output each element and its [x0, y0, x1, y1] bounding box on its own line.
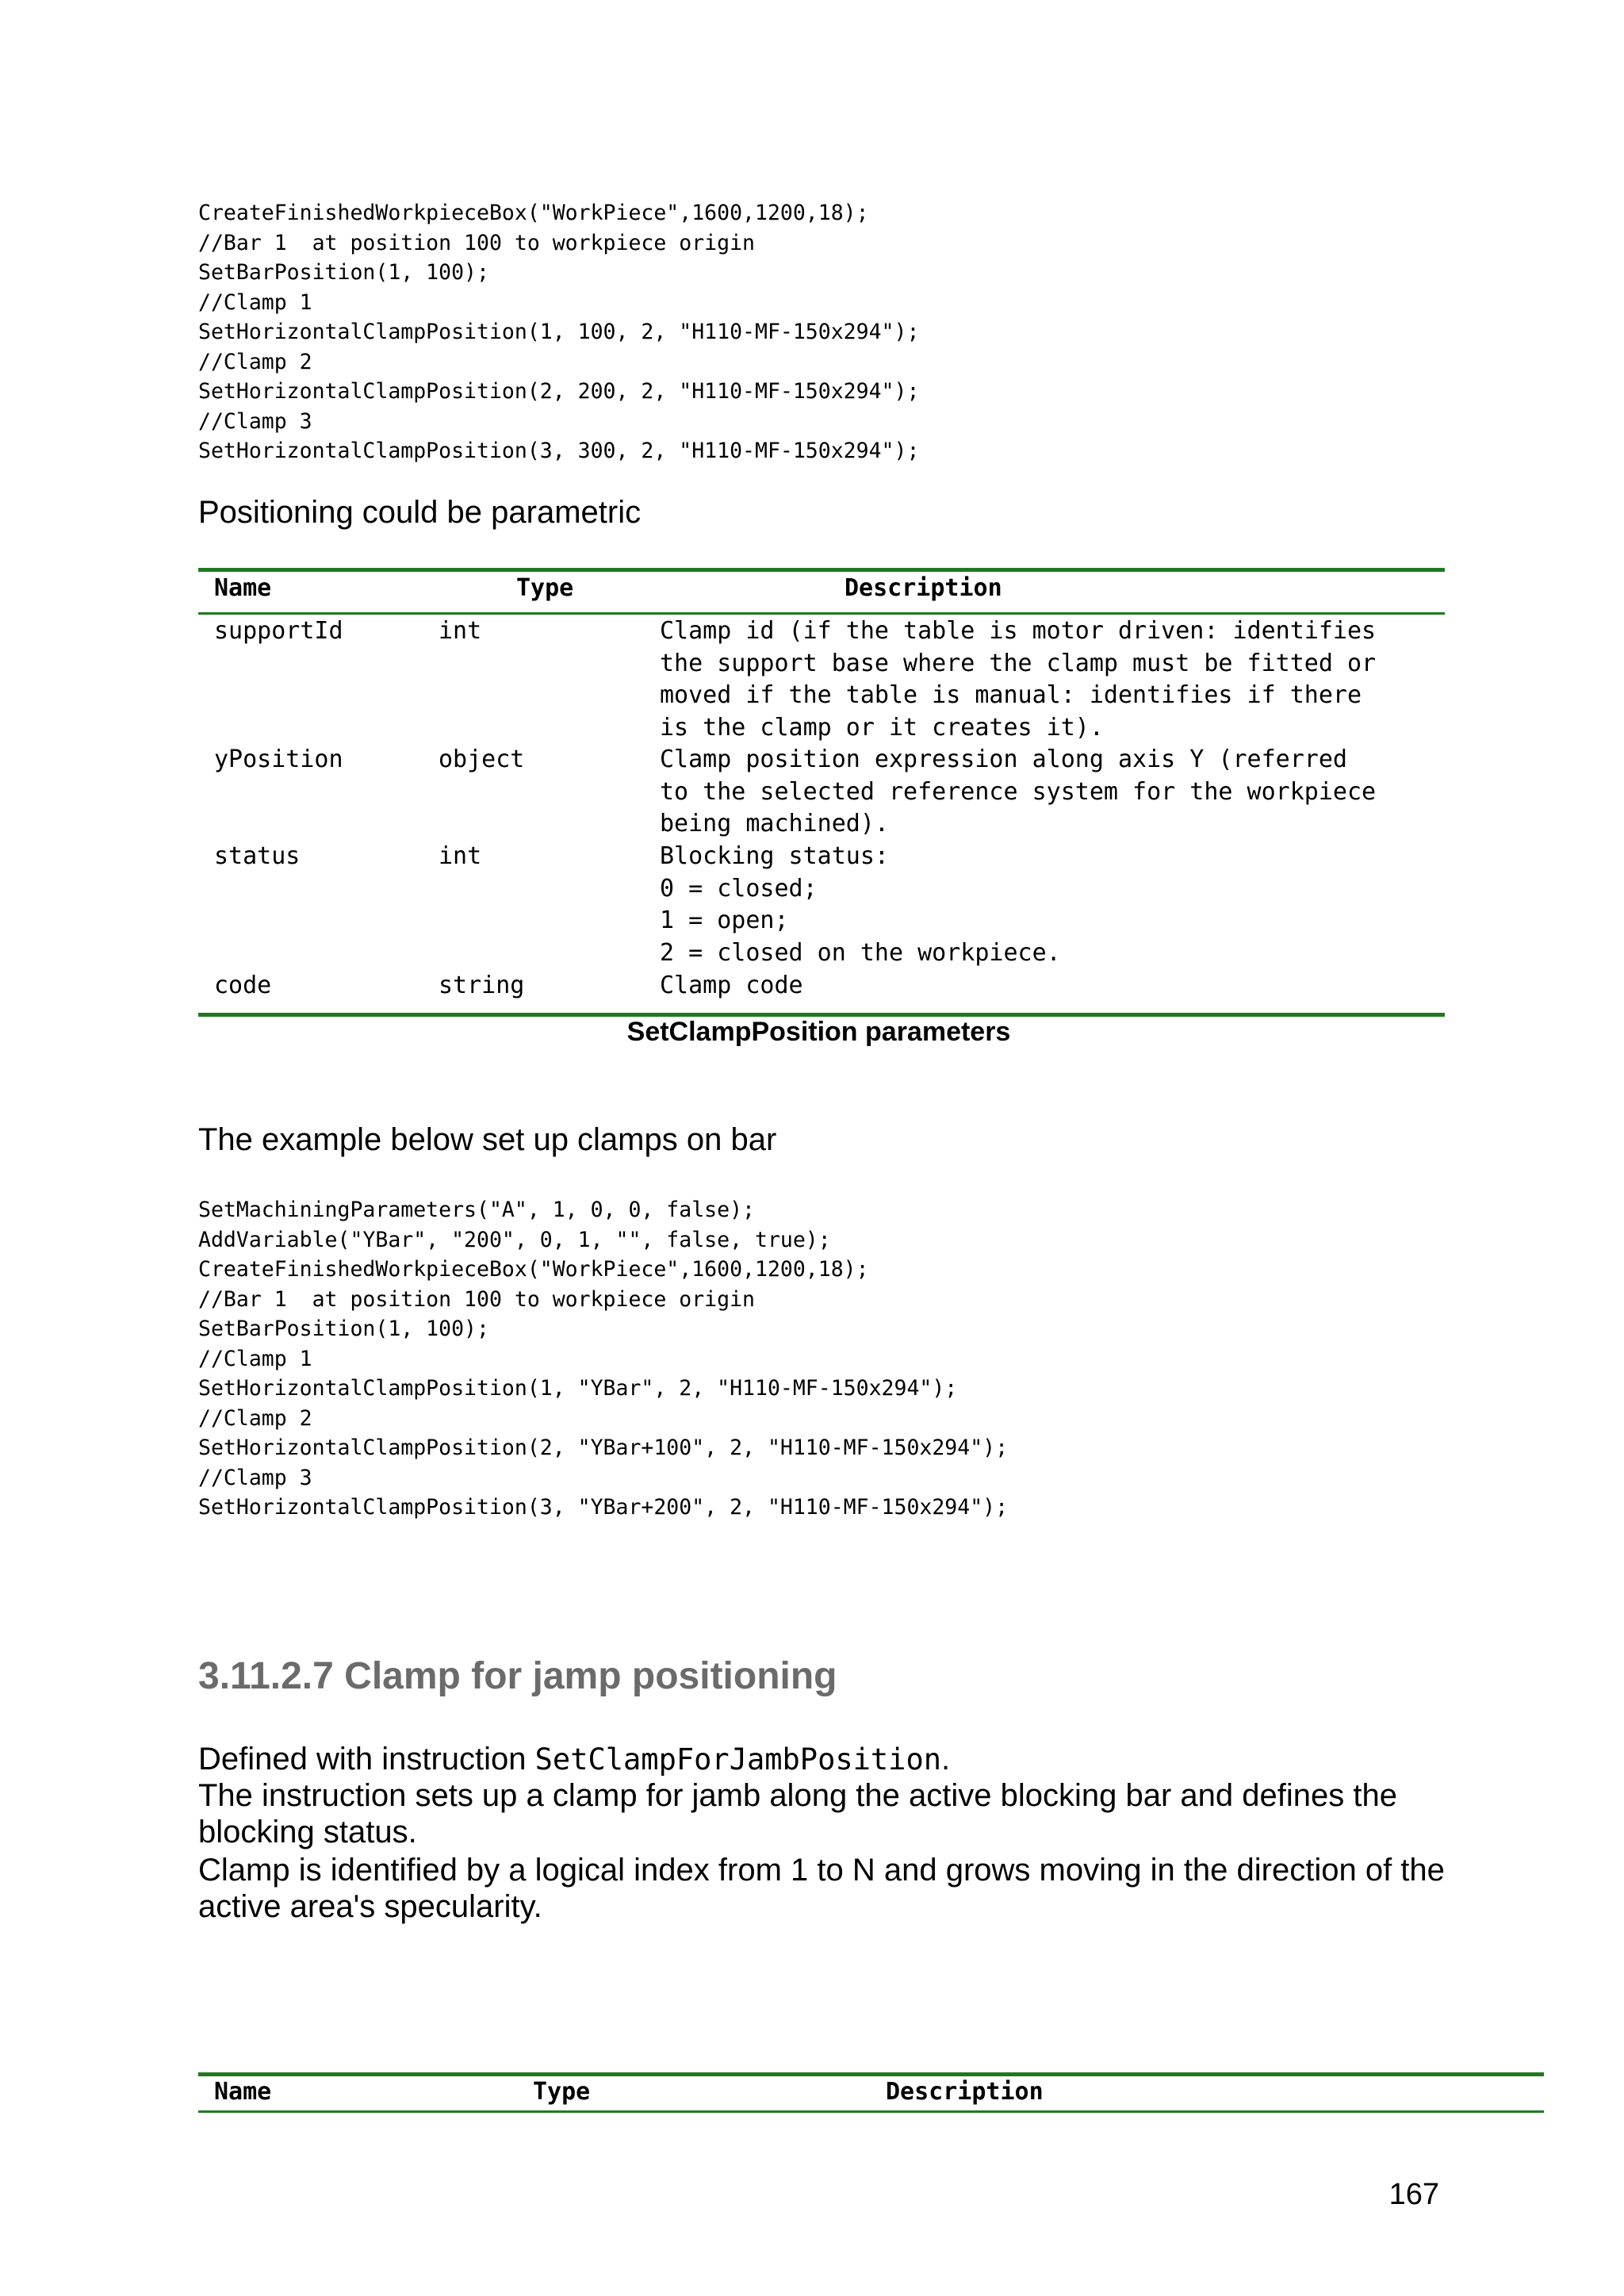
code-line: SetHorizontalClampPosition(3, "YBar+200", 2, "H110-MF-150x294"); — [198, 1495, 1009, 1520]
table1-row-description: Clamp code — [660, 972, 803, 999]
table1-header-type: Type — [516, 574, 574, 602]
table1-header-rule — [198, 612, 1445, 615]
code-block-parametric-clamps — [198, 1195, 1008, 1523]
section-intro-suffix: . — [941, 1742, 951, 1777]
table1-row-name: supportId — [214, 617, 343, 645]
code-line: //Clamp 2 — [198, 1405, 312, 1431]
section-paragraph-2: The instruction sets up a clamp for jamb along the active blocking bar and defines the blocking status. — [198, 1778, 1397, 1849]
table2-header-name: Name — [214, 2078, 272, 2106]
code-line: SetHorizontalClampPosition(1, 100, 2, "H110-MF-150x294"); — [198, 320, 920, 344]
code-line: //Clamp 1 — [198, 289, 312, 315]
code-line: //Bar 1 at position 100 to workpiece origin — [198, 1286, 755, 1312]
table1-row-type: string — [439, 972, 525, 999]
section-intro-prefix: Defined with instruction — [198, 1742, 535, 1777]
code-line: CreateFinishedWorkpieceBox("WorkPiece",1600,1200,18); — [198, 201, 869, 225]
table1-header-description: Description — [845, 574, 1002, 602]
code-line: SetMachiningParameters("A", 1, 0, 0, false); — [198, 1198, 755, 1222]
section-heading: 3.11.2.7 Clamp for jamp positioning — [198, 1655, 837, 1697]
paragraph-parametric: Positioning could be parametric — [198, 495, 642, 530]
paragraph-example: The example below set up clamps on bar — [198, 1122, 777, 1157]
table2-header-type: Type — [533, 2078, 591, 2106]
code-line: SetBarPosition(1, 100); — [198, 260, 489, 285]
code-line: AddVariable("YBar", "200", 0, 1, "", false, true); — [198, 1227, 831, 1252]
section-intro — [198, 1741, 1447, 1778]
table1-row-name: status — [214, 842, 301, 870]
code-line: //Clamp 1 — [198, 1346, 312, 1371]
table2-header-rule — [198, 2110, 1544, 2113]
code-line: CreateFinishedWorkpieceBox("WorkPiece",1600,1200,18); — [198, 1257, 869, 1282]
code-line: //Clamp 2 — [198, 349, 312, 374]
instruction-name: SetClampForJambPosition — [534, 1742, 942, 1777]
table1-caption: SetClampPosition parameters — [626, 1017, 1011, 1047]
code-line: //Clamp 3 — [198, 1465, 312, 1490]
code-line: //Bar 1 at position 100 to workpiece origin — [198, 230, 755, 255]
code-line: SetHorizontalClampPosition(3, 300, 2, "H110-MF-150x294"); — [198, 439, 920, 463]
section-paragraph-3: Clamp is identified by a logical index from 1 to N and grows moving in the direction of the active area's specularity. — [198, 1853, 1445, 1924]
table1-row-name: code — [214, 972, 272, 999]
table1-row-description: Blocking status: 0 = closed; 1 = open; 2 = closed on the workpiece. — [660, 842, 1061, 967]
table1-row-type: int — [439, 617, 482, 645]
table1-row-type: object — [439, 746, 525, 773]
table1-row-description: Clamp position expression along axis Y (referred to the selected reference system for the workpiece being machined). — [660, 746, 1377, 838]
code-line: SetBarPosition(1, 100); — [198, 1317, 489, 1341]
table2-top-rule — [198, 2072, 1544, 2076]
code-block-clamp-positions — [198, 198, 919, 466]
code-line: SetHorizontalClampPosition(1, "YBar", 2, "H110-MF-150x294"); — [198, 1376, 958, 1401]
table1-row-name: yPosition — [214, 746, 343, 773]
table1-top-rule — [198, 568, 1445, 572]
table2-header-description: Description — [886, 2078, 1044, 2106]
code-line: SetHorizontalClampPosition(2, "YBar+100", 2, "H110-MF-150x294"); — [198, 1435, 1009, 1460]
code-line: SetHorizontalClampPosition(2, 200, 2, "H110-MF-150x294"); — [198, 379, 920, 404]
table1-header-name: Name — [214, 574, 272, 602]
page-number: 167 — [1388, 2178, 1439, 2211]
table1-row-description: Clamp id (if the table is motor driven: identifies the support base where the clamp must be fitted or moved if the table is manual: identifies if there is the clamp or it creates it). — [660, 617, 1377, 742]
code-line: //Clamp 3 — [198, 408, 312, 434]
table1-row-type: int — [439, 842, 482, 870]
